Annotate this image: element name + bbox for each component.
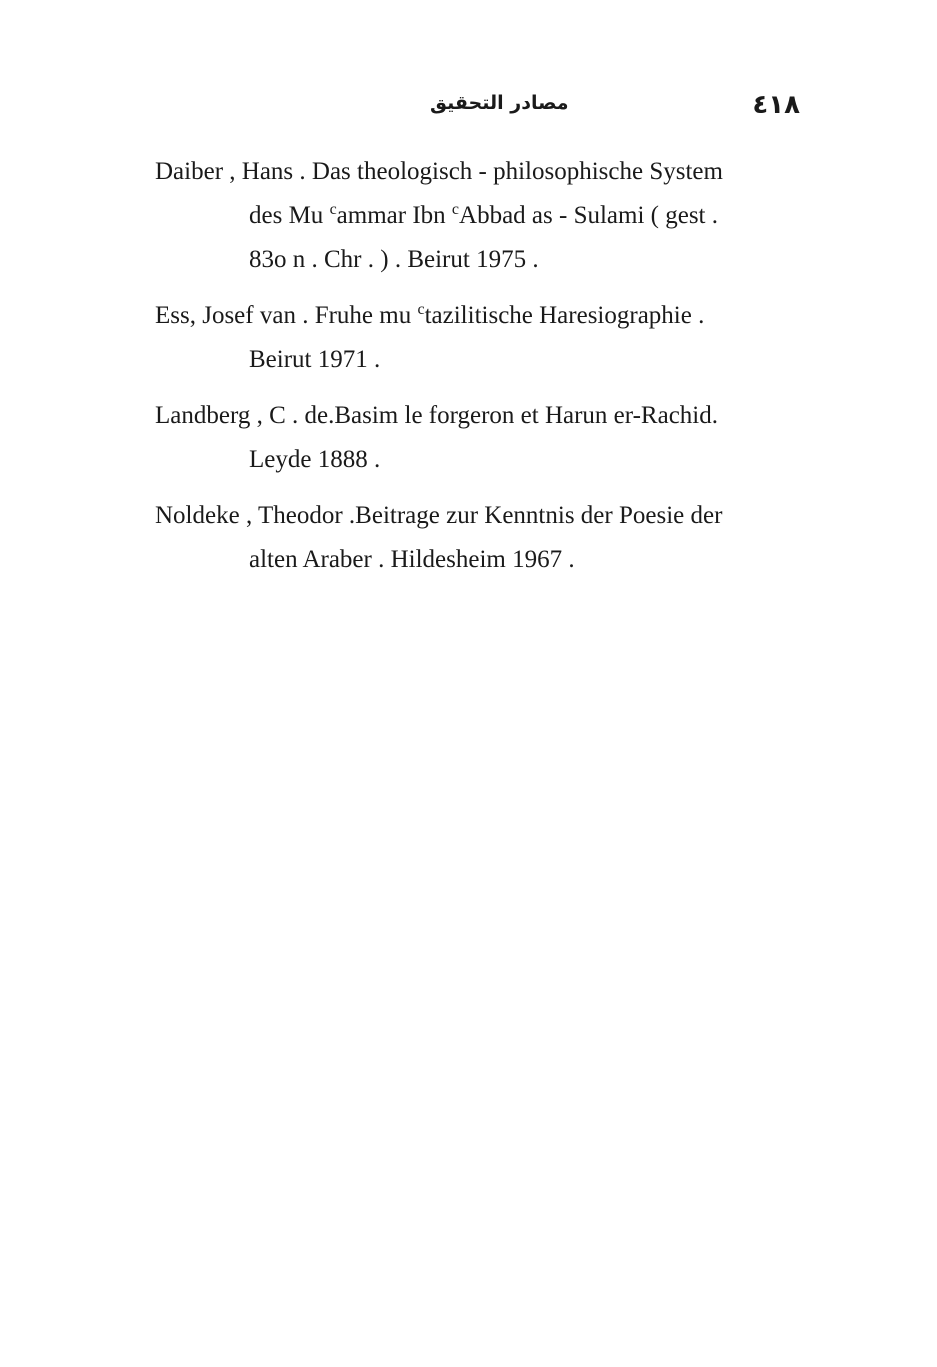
page-number: ٤١٨ <box>752 90 800 120</box>
ayn-transliteration-mark: c <box>329 201 337 218</box>
ayn-transliteration-mark: c <box>451 201 460 218</box>
bibliography-entry <box>155 294 835 382</box>
entry-text: ammar Ibn <box>336 202 452 229</box>
entry-continuation-line <box>155 238 835 282</box>
bibliography-entry <box>155 150 835 282</box>
entry-text: tazilitische Haresiographie . <box>424 302 705 329</box>
entry-continuation-line <box>155 338 835 382</box>
entry-text: Ess, Josef van . Fruhe mu <box>155 302 418 329</box>
entry-first-line <box>155 294 835 338</box>
ayn-transliteration-mark: c <box>417 301 425 318</box>
entry-text: des Mu <box>249 202 330 229</box>
entry-text: Abbad as - Sulami ( gest . <box>459 202 718 229</box>
entry-text: Beirut 1971 . <box>249 346 381 373</box>
entry-continuation-line <box>155 194 835 238</box>
entry-text: Daiber , Hans . Das theologisch - philosophische System <box>155 158 723 185</box>
entry-continuation-line <box>155 438 835 482</box>
bibliography-entry <box>155 394 835 482</box>
entry-text: 83o n . Chr . ) . Beirut 1975 . <box>249 246 539 273</box>
entry-first-line <box>155 150 835 194</box>
bibliography-entry <box>155 494 835 582</box>
entry-first-line <box>155 394 835 438</box>
entry-text: alten Araber . Hildesheim 1967 . <box>249 546 575 573</box>
entry-text: Landberg , C . de.Basim le forgeron et Harun er-Rachid. <box>155 402 718 429</box>
entry-text: Leyde 1888 . <box>249 446 381 473</box>
running-header <box>380 90 800 130</box>
bibliography-list <box>155 150 835 594</box>
entry-continuation-line <box>155 538 835 582</box>
entry-text: Noldeke , Theodor .Beitrage zur Kenntnis der Poesie der <box>155 502 723 529</box>
entry-first-line <box>155 494 835 538</box>
header-title: مصادر التحقيق <box>430 92 569 114</box>
